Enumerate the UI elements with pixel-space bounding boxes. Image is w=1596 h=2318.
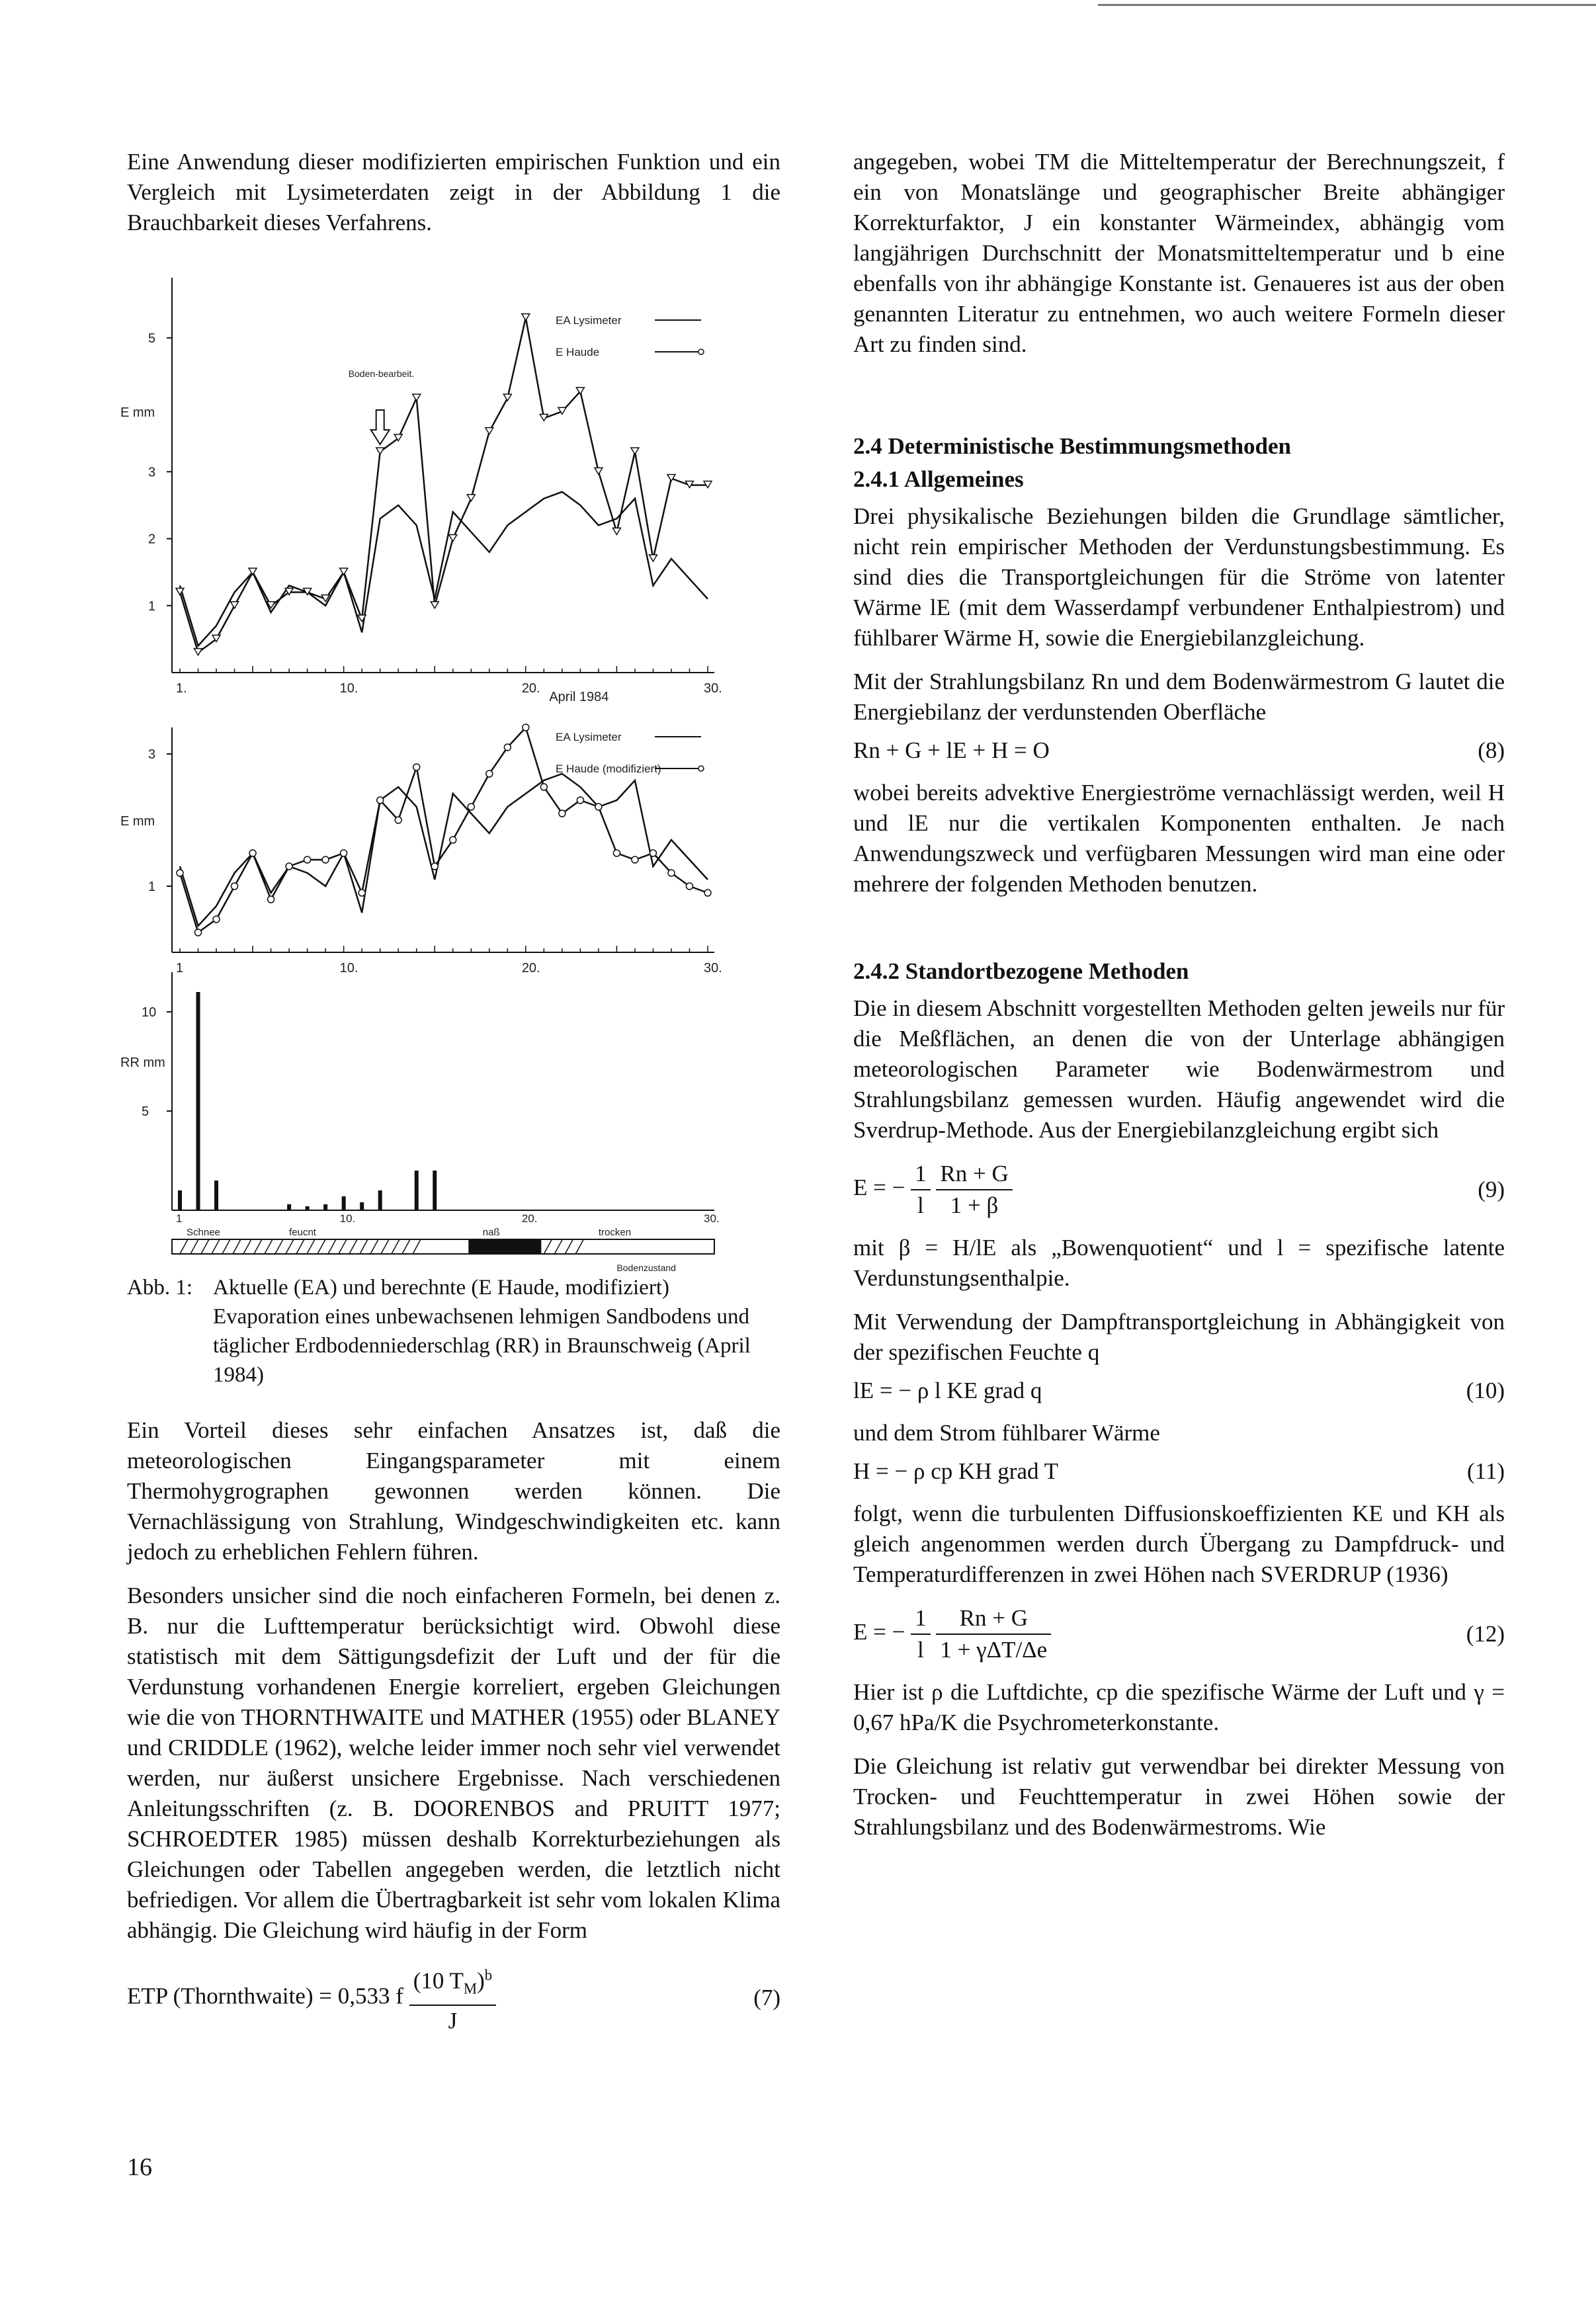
equation-11 [853, 1456, 1505, 1487]
y-tick-label: 3 [148, 747, 156, 762]
paragraph: Die Gleichung ist relativ gut verwendbar bei direkter Messung von Trocken- und Feuchttemperatur in zwei Höhen sowie der Strahlungsbilanz und des Bodenwärmestroms. Wie [853, 1753, 1505, 1840]
soil-state-label: trocken [598, 1227, 632, 1238]
eq12-a-num: 1 [911, 1603, 931, 1635]
soil-state-label: feucnt [289, 1227, 316, 1238]
x-tick-label: 10. [339, 961, 358, 975]
legend-marker [698, 349, 704, 354]
eq7-sub: M [463, 1980, 478, 1997]
data-point [612, 528, 620, 534]
eq12-frac-a [911, 1603, 931, 1665]
legend-label: EA Lysimeter [556, 731, 622, 743]
eq7-fraction [409, 1960, 496, 2036]
figure-caption [127, 1273, 782, 1389]
section-heading: 2.4 Deterministische Bestimmungsmethoden [853, 433, 1292, 459]
data-point [522, 313, 530, 320]
data-point [485, 428, 493, 435]
x-tick-label: 30. [704, 961, 722, 975]
equation-12 [853, 1603, 1505, 1665]
data-point [450, 837, 456, 843]
data-point [194, 649, 202, 655]
rain-bar [196, 992, 200, 1210]
data-point [595, 804, 602, 810]
eq9-b-den: 1 + β [950, 1192, 999, 1218]
eq9-number: (9) [1478, 1177, 1505, 1202]
eq11-number: (11) [1466, 1458, 1505, 1484]
data-point [413, 394, 421, 401]
soil-wet-block [468, 1239, 541, 1254]
paragraph: wobei bereits advektive Energieströme vernachlässigt werden, weil H und lE nur die vertikalen Komponenten enthalten. Je nach Anwendungszweck und verfügbaren Messungen wird man eine oder mehrere der folgenden Methoden benutzen. [853, 780, 1505, 897]
eq8-number: (8) [1478, 737, 1505, 763]
rain-bar [360, 1202, 364, 1210]
data-point [249, 850, 256, 856]
y-tick-label: 1 [148, 880, 156, 894]
eq12-b-num: Rn + G [936, 1603, 1051, 1635]
eq12-b-den: 1 + γΔT/Δe [940, 1637, 1048, 1663]
subsection-heading: 2.4.1 Allgemeines [853, 466, 1024, 492]
series-line-0 [180, 492, 708, 646]
data-point [340, 568, 348, 575]
data-point [231, 883, 238, 890]
data-point [358, 890, 365, 896]
paragraph: Mit Verwendung der Dampftransportgleichung in Abhängigkeit von der spezifischen Feuchte q [853, 1309, 1505, 1365]
equation-8 [853, 735, 1505, 766]
data-point [231, 602, 239, 608]
paragraph: Drei physikalische Beziehungen bilden die Grundlage sämtlicher, nicht rein empirischer Methoden der Verdunstungsbestimmung. Es sind dies die Transportgleichungen für die Ströme von latenter Wärme lE (mit dem Wasserdampf verbundener Enthalpiestrom) und fühlbarer Wärme H, sowie die Energiebilanzgleichung. [853, 503, 1505, 651]
x-tick-label: 20. [521, 1212, 538, 1225]
annotation-arrow [371, 410, 390, 444]
data-point [431, 602, 439, 608]
data-point [650, 850, 656, 856]
eq9-a-den: l [917, 1192, 924, 1218]
soil-state-label: naß [482, 1227, 500, 1238]
eq7-lhs: ETP (Thornthwaite) = 0,533 f [127, 1983, 403, 2009]
equation-body [127, 1960, 496, 2036]
paragraph: Die in diesem Abschnitt vorgestellten Methoden gelten jeweils nur für die Meßflächen, an denen die von der Unterlage abhängigen meteorologischen Parameter wie Bodenwärmestrom und Strahlungsbilanz gemessen wurden. Häufig angewendet wird die Sverdrup-Methode. Aus der Energiebilanzgleichung ergibt sich [853, 995, 1505, 1143]
equation-7 [127, 1960, 780, 2036]
data-point [631, 448, 639, 454]
y-axis-label: RR mm [120, 1056, 165, 1070]
chart-middle [120, 724, 722, 975]
series-line-1 [180, 727, 708, 932]
eq12-lhs: E = − [853, 1619, 905, 1645]
legend-label: EA Lysimeter [556, 314, 622, 327]
data-point [286, 863, 292, 870]
rain-bar [433, 1171, 437, 1210]
eq9-lhs: E = − [853, 1175, 905, 1201]
y-tick-label: 1 [148, 599, 156, 614]
left-column-top [127, 147, 780, 251]
data-point [431, 863, 438, 870]
paragraph: Hier ist ρ die Luftdichte, cp die spezifische Wärme der Luft und γ = 0,67 hPa/K die Psychrometerkonstante. [853, 1679, 1505, 1735]
x-tick-label: 20. [521, 681, 540, 696]
x-tick-label: 10. [339, 681, 358, 696]
legend-marker [698, 766, 704, 771]
data-point [376, 448, 384, 454]
data-point [195, 929, 202, 936]
y-axis-label: E mm [120, 405, 155, 421]
eq8-body: Rn + G + lE + H = O [853, 737, 1050, 763]
chart-bottom [120, 972, 720, 1273]
x-tick-label: 10. [339, 1212, 356, 1225]
data-point [504, 744, 511, 751]
paragraph: Eine Anwendung dieser modifizierten empirischen Funktion und ein Vergleich mit Lysimeterdaten zeigt in der Abbildung 1 die Brauchbarkeit dieses Verfahrens. [127, 149, 780, 235]
y-tick-label: 2 [148, 532, 156, 547]
paragraph: Ein Vorteil dieses sehr einfachen Ansatzes ist, daß die meteorologischen Eingangsparameter mit einem Thermohygrographen gewonnen werden können. Die Vernachlässigung von Strahlung, Windgeschwindigkeiten etc. kann jedoch zu erheblichen Fehlern führen. [127, 1417, 780, 1565]
equation-9 [853, 1159, 1505, 1221]
eq7-denominator: J [448, 2007, 458, 2034]
soil-state-caption: Bodenzustand [616, 1262, 676, 1273]
eq12-body [853, 1603, 1051, 1665]
x-tick-label: 1 [176, 961, 184, 975]
rain-bar [287, 1204, 291, 1210]
eq10-body: lE = − ρ l KE grad q [853, 1378, 1042, 1403]
y-tick-label: 5 [142, 1104, 149, 1119]
x-tick-label: 1 [176, 1212, 183, 1225]
data-point [213, 916, 220, 923]
equation-10 [853, 1376, 1505, 1406]
data-point [468, 804, 474, 810]
legend-label: E Haude [556, 346, 600, 358]
eq7-sup: b [484, 1967, 493, 1983]
eq12-number: (12) [1466, 1621, 1505, 1647]
eq12-frac-b [936, 1603, 1051, 1665]
eq10-number: (10) [1466, 1378, 1505, 1403]
y-tick-label: 3 [148, 465, 156, 480]
rain-bar [178, 1190, 182, 1210]
data-point [467, 495, 475, 501]
eq9-b-num: Rn + G [936, 1159, 1012, 1190]
x-tick-label: 30. [704, 1212, 720, 1225]
data-point [503, 394, 511, 401]
data-point [486, 770, 493, 777]
eq12-a-den: l [917, 1637, 924, 1663]
paragraph: Besonders unsicher sind die noch einfacheren Formeln, bei denen z. B. nur die Lufttemperatur berücksichtigt wird. Obwohl diese statistisch mit dem Sättigungsdefizit der Luft und der für die Verdunstung vorhandenen Energie korreliert, ergeben Gleichungen wie die von THORNTHWAITE und MATHER (1955) oder BLANEY und CRIDDLE (1962), welche leider immer noch sehr viel verwendet werden, nur äußerst unsichere Ergebnisse. Nach verschiedenen Anleitungsschriften (z. B. DOORENBOS and PRUITT 1977; SCHROEDTER 1985) müssen deshalb Korrekturbeziehungen als Gleichungen oder Tabellen angegeben werden, die letztlich nicht befriedigen. Vor allem die Übertragbarkeit ist sehr vom lokalen Klima abhängig. Die Gleichung wird häufig in der Form [127, 1583, 780, 1943]
data-point [595, 468, 603, 474]
chart-top [120, 278, 722, 704]
paragraph: und dem Strom fühlbarer Wärme [853, 1420, 1160, 1446]
eq7-numerator [409, 1960, 496, 2006]
data-point [577, 797, 583, 804]
paragraph: mit β = H/lE als „Bowenquotient“ und l = spezifische latente Verdunstungsenthalpie. [853, 1235, 1505, 1291]
data-point [341, 850, 347, 856]
data-point [249, 568, 257, 575]
x-tick-label: 20. [521, 961, 540, 975]
eq7-number: (7) [753, 1985, 780, 2011]
paragraph: Mit der Strahlungsbilanz Rn und dem Bodenwärmestrom G lautet die Energiebilanz der verdunstenden Oberfläche [853, 669, 1505, 725]
eq9-frac-b [936, 1159, 1012, 1221]
data-point [377, 797, 384, 804]
caption-label: Abb. 1: [127, 1276, 192, 1300]
y-axis-label: E mm [120, 814, 155, 829]
data-point [704, 890, 711, 896]
data-point [322, 856, 329, 863]
series-line-0 [180, 774, 708, 926]
legend-label: E Haude (modifiziert) [556, 763, 661, 775]
eq9-body [853, 1159, 1013, 1221]
rain-bar [323, 1204, 327, 1210]
x-tick-label: 30. [704, 681, 722, 696]
eq9-a-num: 1 [911, 1159, 931, 1190]
page-number: 16 [127, 2153, 152, 2181]
paragraph: angegeben, wobei TM die Mitteltemperatur der Berechnungszeit, f ein von Monatslänge und geographischer Breite abhängiger Korrekturfaktor, J ein konstanter Wärmeindex, abhängig vom langjährigen Durchschnitt der Monatsmitteltemperatur und b eine ebenfalls von ihr abhängige Konstante ist. Genaueres ist aus der oben genannten Literatur zu entnehmen, wo auch weitere Formeln dieser Art zu finden sind. [853, 149, 1505, 357]
right-column [853, 147, 1505, 1856]
data-point [632, 856, 638, 863]
data-point [449, 535, 457, 542]
data-point [686, 883, 693, 890]
soil-state-label: Schnee [187, 1227, 220, 1238]
data-point [613, 850, 620, 856]
eq9-frac-a [911, 1159, 931, 1221]
rain-bar [306, 1206, 310, 1210]
soil-state-strip [172, 1239, 714, 1254]
subsection-heading: 2.4.2 Standortbezogene Methoden [853, 958, 1189, 984]
data-point [523, 724, 529, 731]
eq7-num-text: (10 T [413, 1967, 464, 1994]
x-axis-title: April 1984 [549, 690, 609, 704]
y-tick-label: 10 [142, 1005, 157, 1020]
left-column-bottom [127, 1415, 780, 2048]
data-point [576, 388, 584, 394]
data-point [268, 896, 274, 903]
rain-bar [378, 1190, 382, 1210]
rain-bar [415, 1171, 419, 1210]
data-point [413, 764, 420, 770]
data-point [559, 810, 566, 817]
x-tick-label: 1. [176, 681, 187, 696]
rain-bar [342, 1196, 346, 1210]
data-point [649, 555, 657, 561]
data-point [304, 856, 311, 863]
figure-chart [119, 271, 787, 1273]
eq11-body: H = − ρ cp KH grad T [853, 1458, 1058, 1484]
data-point [668, 870, 675, 876]
figure-1 [119, 271, 787, 1273]
paragraph: folgt, wenn die turbulenten Diffusionskoeffizienten KE und KH als gleich angenommen werden durch Übergang zu Dampfdruck- und Temperaturdifferenzen in zwei Höhen nach SVERDRUP (1936) [853, 1501, 1505, 1587]
top-rule [1098, 4, 1596, 6]
annotation-text: Boden-bearbeit. [348, 368, 415, 379]
data-point [395, 817, 401, 823]
data-point [540, 784, 547, 790]
series-line-1 [180, 317, 708, 652]
y-tick-label: 5 [148, 331, 156, 346]
eq7-paren: ) [477, 1967, 485, 1994]
data-point [177, 870, 183, 876]
rain-bar [214, 1180, 218, 1210]
caption-text: Aktuelle (EA) und berechnte (E Haude, modifiziert) Evaporation eines unbewachsenen lehmigen Sandbodens und täglicher Erdbodenniederschlag (RR) in Braunschweig (April 1984) [213, 1276, 751, 1387]
